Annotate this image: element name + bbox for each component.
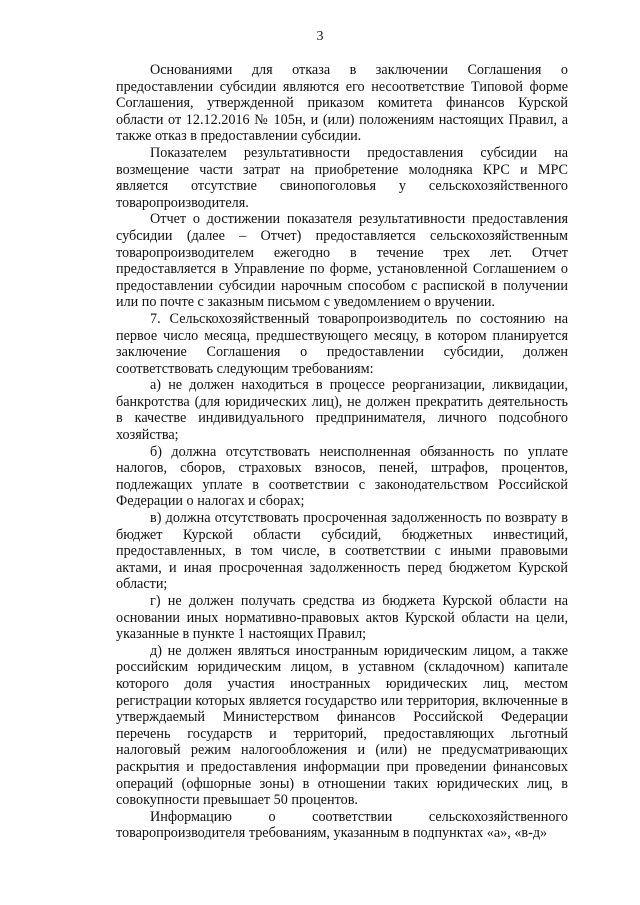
document-body [116, 62, 568, 842]
page-number: 3 [316, 29, 324, 44]
paragraph-requirement-v: в) должна отсутствовать просроченная задолженность по возврату в бюджет Курской области субсидий, бюджетных инвестиций, предоставленных, в том числе, в соответствии с иными правовыми актами, и иная просроченная задолженность перед бюджетом Курской области; [116, 510, 568, 593]
paragraph-report: Отчет о достижении показателя результативности предоставления субсидии (далее – Отчет) предоставляется сельскохозяйственным товаропроизводителем ежегодно в течение трех лет. Отчет предоставляется в Управление по форме, установленной Соглашением о предоставлении субсидии нарочным способом с распиской в получении или по почте с заказным письмом с уведомлением о вручении. [116, 211, 568, 311]
paragraph-requirement-a: а) не должен находиться в процессе реорганизации, ликвидации, банкротства (для юридических лиц), не должен прекратить деятельность в качестве индивидуального предпринимателя, личного подсобного хозяйства; [116, 377, 568, 444]
paragraph-requirement-g: г) не должен получать средства из бюджета Курской области на основании иных нормативно-правовых актов Курской области на цели, указанные в пункте 1 настоящих Правил; [116, 593, 568, 643]
paragraph-information: Информацию о соответствии сельскохозяйственного товаропроизводителя требованиям, указанным в подпунктах «а», «в-д» [116, 808, 568, 842]
paragraph-requirement-b: б) должна отсутствовать неисполненная обязанность по уплате налогов, сборов, страховых взносов, пеней, штрафов, процентов, подлежащих уплате в соответствии с законодательством Российской Федерации о налогах и сборах; [116, 443, 568, 510]
paragraph-refusal-grounds: Основаниями для отказа в заключении Соглашения о предоставлении субсидии являются его несоответствие Типовой форме Соглашения, утвержденной приказом комитета финансов Курской области от 12.12.2016 № 105н, и (или) положениям настоящих Правил, а также отказ в предоставлении субсидии. [116, 62, 568, 145]
paragraph-item-7: 7. Сельскохозяйственный товаропроизводитель по состоянию на первое число месяца, предшествующего месяцу, в котором планируется заключение Соглашения о предоставлении субсидии, должен соответствовать следующим требованиям: [116, 310, 568, 377]
paragraph-performance-indicator: Показателем результативности предоставления субсидии на возмещение части затрат на приобретение молодняка КРС и МРС является отсутствие свинопоголовья у сельскохозяйственного товаропроизводителя. [116, 144, 568, 211]
paragraph-requirement-d: д) не должен являться иностранным юридическим лицом, а также российским юридическим лицом, в уставном (складочном) капитале которого доля участия иностранных юридических лиц, местом регистрации которых является государство или территория, включенные в утверждаемый Министерством финансов Российской Федерации перечень государств и территорий, предоставляющих льготный налоговый режим налогообложения и (или) не предусматривающих раскрытия и предоставления информации при проведении финансовых операций (офшорные зоны) в отношении таких юридических лиц, в совокупности превышает 50 процентов. [116, 642, 568, 809]
